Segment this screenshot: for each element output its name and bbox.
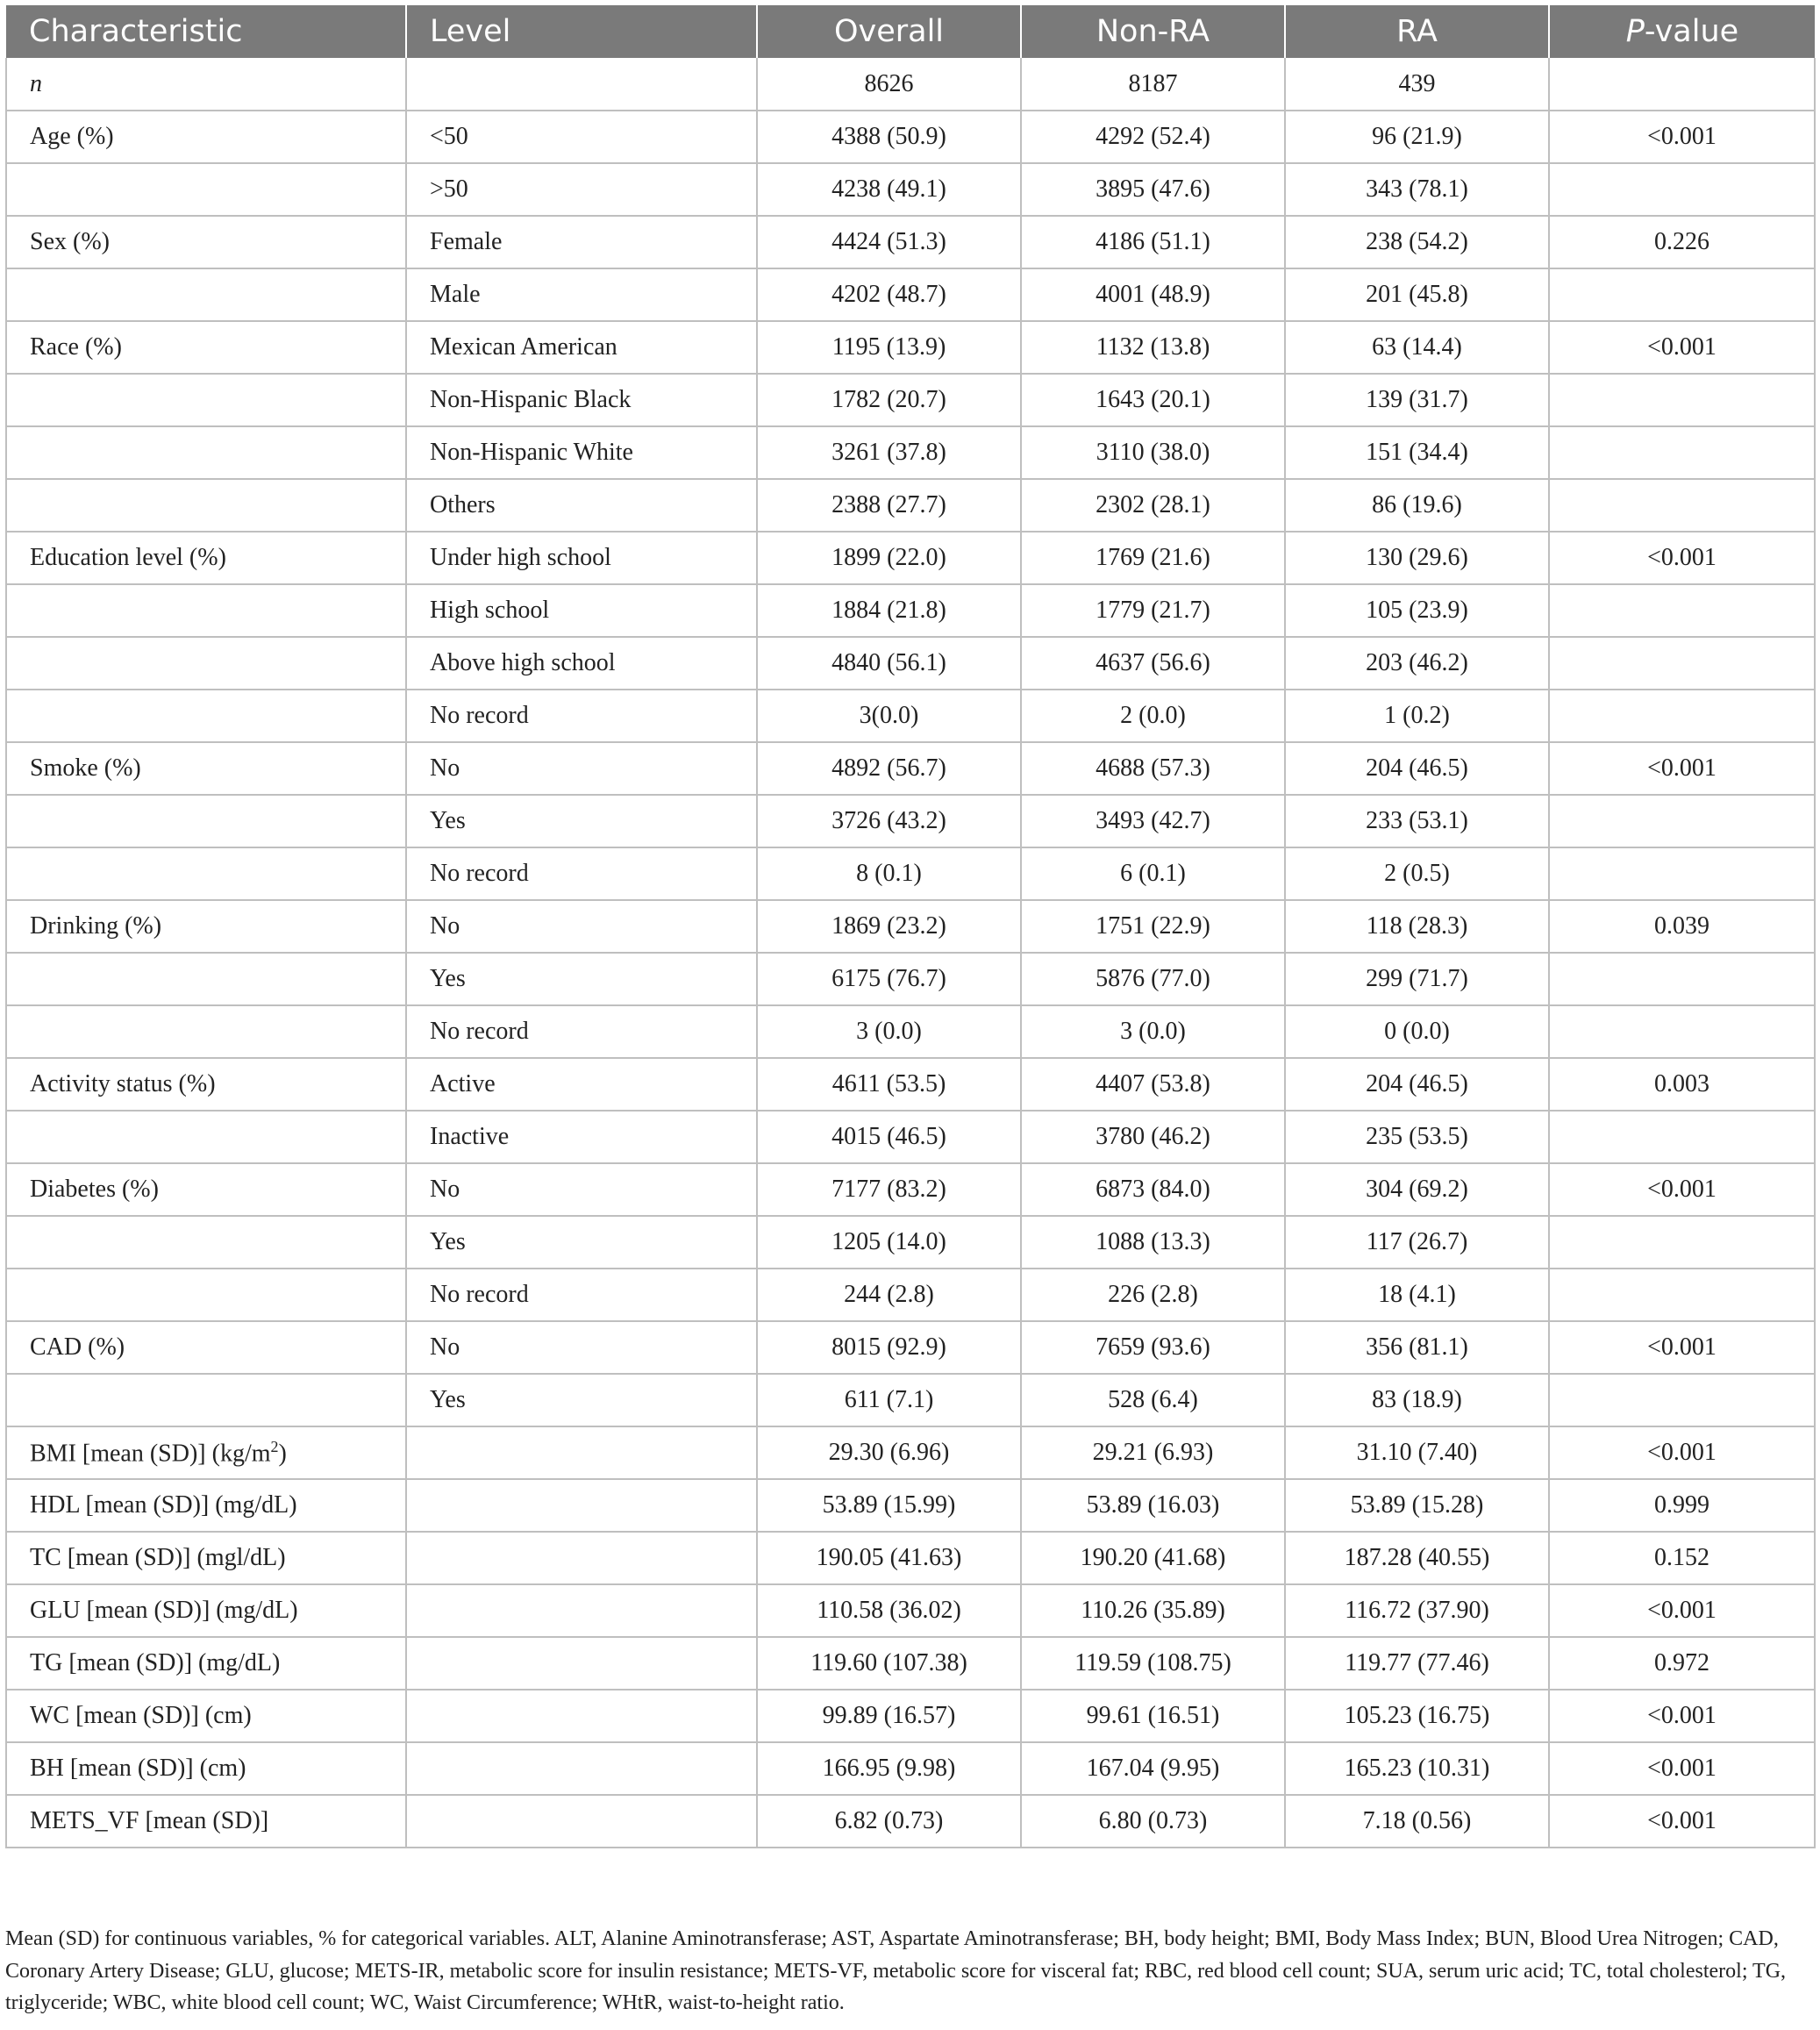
cell-characteristic: Sex (%) <box>6 216 406 268</box>
cell-level: Female <box>406 216 757 268</box>
cell-ra: 105.23 (16.75) <box>1285 1690 1549 1742</box>
cell-p-value: 0.039 <box>1549 900 1815 953</box>
cell-p-value: <0.001 <box>1549 1163 1815 1216</box>
cell-level: No <box>406 1321 757 1374</box>
table-row <box>6 1479 1815 1532</box>
table-row <box>6 268 1815 321</box>
cell-non-ra: 1769 (21.6) <box>1021 532 1285 584</box>
header-p-italic: P <box>1625 14 1645 49</box>
table-row <box>6 1321 1815 1374</box>
table-row <box>6 637 1815 690</box>
cell-ra: 1 (0.2) <box>1285 690 1549 742</box>
cell-non-ra: 190.20 (41.68) <box>1021 1532 1285 1584</box>
cell-p-value: 0.152 <box>1549 1532 1815 1584</box>
cell-p-value <box>1549 847 1815 900</box>
cell-overall: 190.05 (41.63) <box>757 1532 1021 1584</box>
cell-overall: 4238 (49.1) <box>757 163 1021 216</box>
cell-ra: 53.89 (15.28) <box>1285 1479 1549 1532</box>
cell-p-value <box>1549 58 1815 111</box>
cell-ra: 201 (45.8) <box>1285 268 1549 321</box>
cell-level <box>406 1795 757 1848</box>
cell-non-ra: 1643 (20.1) <box>1021 374 1285 426</box>
cell-ra: 83 (18.9) <box>1285 1374 1549 1426</box>
header-level: Level <box>406 5 757 58</box>
cell-p-value <box>1549 1374 1815 1426</box>
cell-overall: 1205 (14.0) <box>757 1216 1021 1269</box>
cell-p-value <box>1549 374 1815 426</box>
cell-overall: 99.89 (16.57) <box>757 1690 1021 1742</box>
cell-non-ra: 1088 (13.3) <box>1021 1216 1285 1269</box>
cell-ra: 304 (69.2) <box>1285 1163 1549 1216</box>
cell-overall: 4388 (50.9) <box>757 111 1021 163</box>
cell-ra: 96 (21.9) <box>1285 111 1549 163</box>
cell-p-value: <0.001 <box>1549 1584 1815 1637</box>
cell-ra: 86 (19.6) <box>1285 479 1549 532</box>
cell-ra: 118 (28.3) <box>1285 900 1549 953</box>
cell-overall: 8 (0.1) <box>757 847 1021 900</box>
header-row <box>6 5 1815 58</box>
table-row <box>6 374 1815 426</box>
cell-p-value: <0.001 <box>1549 1742 1815 1795</box>
cell-non-ra: 4292 (52.4) <box>1021 111 1285 163</box>
cell-p-value: <0.001 <box>1549 742 1815 795</box>
cell-non-ra: 167.04 (9.95) <box>1021 1742 1285 1795</box>
cell-ra: 116.72 (37.90) <box>1285 1584 1549 1637</box>
cell-non-ra: 4001 (48.9) <box>1021 268 1285 321</box>
table-row <box>6 953 1815 1005</box>
header-non-ra: Non-RA <box>1021 5 1285 58</box>
cell-overall: 1899 (22.0) <box>757 532 1021 584</box>
cell-p-value <box>1549 268 1815 321</box>
cell-characteristic: n <box>6 58 406 111</box>
characteristics-table <box>5 5 1816 1848</box>
cell-level <box>406 1584 757 1637</box>
cell-p-value: 0.972 <box>1549 1637 1815 1690</box>
cell-p-value: 0.003 <box>1549 1058 1815 1111</box>
cell-p-value <box>1549 953 1815 1005</box>
cell-p-value <box>1549 479 1815 532</box>
cell-overall: 6175 (76.7) <box>757 953 1021 1005</box>
cell-characteristic <box>6 1005 406 1058</box>
cell-level <box>406 1426 757 1479</box>
cell-ra: 139 (31.7) <box>1285 374 1549 426</box>
cell-characteristic: Education level (%) <box>6 532 406 584</box>
cell-p-value <box>1549 637 1815 690</box>
cell-characteristic: BH [mean (SD)] (cm) <box>6 1742 406 1795</box>
cell-p-value <box>1549 690 1815 742</box>
cell-level <box>406 1690 757 1742</box>
cell-p-value: <0.001 <box>1549 1426 1815 1479</box>
table-row <box>6 1216 1815 1269</box>
cell-level: Male <box>406 268 757 321</box>
cell-characteristic: Drinking (%) <box>6 900 406 953</box>
cell-non-ra: 3110 (38.0) <box>1021 426 1285 479</box>
cell-p-value <box>1549 1005 1815 1058</box>
table-row <box>6 584 1815 637</box>
cell-characteristic <box>6 426 406 479</box>
cell-ra: 117 (26.7) <box>1285 1216 1549 1269</box>
table-row <box>6 1690 1815 1742</box>
cell-non-ra: 4637 (56.6) <box>1021 637 1285 690</box>
cell-overall: 3 (0.0) <box>757 1005 1021 1058</box>
table-row <box>6 1163 1815 1216</box>
cell-ra: 0 (0.0) <box>1285 1005 1549 1058</box>
cell-level: Yes <box>406 953 757 1005</box>
cell-characteristic: TC [mean (SD)] (mgl/dL) <box>6 1532 406 1584</box>
cell-level: Yes <box>406 1216 757 1269</box>
cell-non-ra: 110.26 (35.89) <box>1021 1584 1285 1637</box>
cell-overall: 3(0.0) <box>757 690 1021 742</box>
cell-level: No record <box>406 690 757 742</box>
cell-non-ra: 1779 (21.7) <box>1021 584 1285 637</box>
cell-non-ra: 2 (0.0) <box>1021 690 1285 742</box>
cell-p-value <box>1549 163 1815 216</box>
header-p-suffix: -value <box>1644 14 1739 49</box>
header-p-value <box>1549 5 1815 58</box>
cell-ra: 151 (34.4) <box>1285 426 1549 479</box>
cell-ra: 31.10 (7.40) <box>1285 1426 1549 1479</box>
cell-non-ra: 29.21 (6.93) <box>1021 1426 1285 1479</box>
cell-level: >50 <box>406 163 757 216</box>
cell-p-value: <0.001 <box>1549 1690 1815 1742</box>
table-row <box>6 900 1815 953</box>
cell-overall: 3726 (43.2) <box>757 795 1021 847</box>
cell-characteristic: WC [mean (SD)] (cm) <box>6 1690 406 1742</box>
cell-characteristic: HDL [mean (SD)] (mg/dL) <box>6 1479 406 1532</box>
cell-overall: 4202 (48.7) <box>757 268 1021 321</box>
cell-level: Above high school <box>406 637 757 690</box>
cell-level: Active <box>406 1058 757 1111</box>
cell-non-ra: 3895 (47.6) <box>1021 163 1285 216</box>
cell-level: No <box>406 1163 757 1216</box>
cell-non-ra: 99.61 (16.51) <box>1021 1690 1285 1742</box>
cell-overall: 110.58 (36.02) <box>757 1584 1021 1637</box>
cell-non-ra: 6873 (84.0) <box>1021 1163 1285 1216</box>
cell-overall: 6.82 (0.73) <box>757 1795 1021 1848</box>
cell-p-value: <0.001 <box>1549 532 1815 584</box>
cell-level: Yes <box>406 795 757 847</box>
cell-overall: 8015 (92.9) <box>757 1321 1021 1374</box>
cell-level: No record <box>406 1005 757 1058</box>
cell-ra: 187.28 (40.55) <box>1285 1532 1549 1584</box>
cell-level: No record <box>406 847 757 900</box>
cell-p-value: 0.999 <box>1549 1479 1815 1532</box>
cell-non-ra: 4407 (53.8) <box>1021 1058 1285 1111</box>
cell-level: Inactive <box>406 1111 757 1163</box>
cell-level <box>406 1532 757 1584</box>
cell-non-ra: 4186 (51.1) <box>1021 216 1285 268</box>
cell-overall: 611 (7.1) <box>757 1374 1021 1426</box>
cell-p-value: <0.001 <box>1549 1795 1815 1848</box>
cell-p-value <box>1549 1111 1815 1163</box>
cell-non-ra: 1751 (22.9) <box>1021 900 1285 953</box>
cell-level: No record <box>406 1269 757 1321</box>
cell-overall: 4015 (46.5) <box>757 1111 1021 1163</box>
cell-ra: 63 (14.4) <box>1285 321 1549 374</box>
cell-characteristic: Diabetes (%) <box>6 1163 406 1216</box>
cell-characteristic <box>6 953 406 1005</box>
cell-overall: 1195 (13.9) <box>757 321 1021 374</box>
table-row <box>6 1795 1815 1848</box>
cell-characteristic: CAD (%) <box>6 1321 406 1374</box>
table-row <box>6 1584 1815 1637</box>
cell-ra: 343 (78.1) <box>1285 163 1549 216</box>
cell-level <box>406 1637 757 1690</box>
cell-ra: 235 (53.5) <box>1285 1111 1549 1163</box>
cell-overall: 4611 (53.5) <box>757 1058 1021 1111</box>
cell-overall: 7177 (83.2) <box>757 1163 1021 1216</box>
cell-level: Mexican American <box>406 321 757 374</box>
cell-ra: 119.77 (77.46) <box>1285 1637 1549 1690</box>
cell-overall: 29.30 (6.96) <box>757 1426 1021 1479</box>
table-row <box>6 58 1815 111</box>
cell-characteristic <box>6 1111 406 1163</box>
cell-characteristic <box>6 795 406 847</box>
header-ra: RA <box>1285 5 1549 58</box>
cell-characteristic <box>6 374 406 426</box>
table-row <box>6 742 1815 795</box>
cell-characteristic <box>6 637 406 690</box>
cell-characteristic: TG [mean (SD)] (mg/dL) <box>6 1637 406 1690</box>
table-row <box>6 1426 1815 1479</box>
cell-characteristic: Smoke (%) <box>6 742 406 795</box>
table-body <box>6 58 1815 1848</box>
cell-characteristic <box>6 584 406 637</box>
cell-ra: 233 (53.1) <box>1285 795 1549 847</box>
cell-ra: 18 (4.1) <box>1285 1269 1549 1321</box>
cell-non-ra: 2302 (28.1) <box>1021 479 1285 532</box>
table-row <box>6 111 1815 163</box>
table-row <box>6 847 1815 900</box>
cell-non-ra: 5876 (77.0) <box>1021 953 1285 1005</box>
cell-overall: 4424 (51.3) <box>757 216 1021 268</box>
cell-level: No <box>406 900 757 953</box>
cell-overall: 1884 (21.8) <box>757 584 1021 637</box>
cell-overall: 119.60 (107.38) <box>757 1637 1021 1690</box>
cell-level: Others <box>406 479 757 532</box>
cell-ra: 204 (46.5) <box>1285 1058 1549 1111</box>
cell-non-ra: 53.89 (16.03) <box>1021 1479 1285 1532</box>
cell-overall: 8626 <box>757 58 1021 111</box>
cell-characteristic <box>6 479 406 532</box>
cell-level: Yes <box>406 1374 757 1426</box>
cell-level: Non-Hispanic Black <box>406 374 757 426</box>
cell-ra: 238 (54.2) <box>1285 216 1549 268</box>
cell-non-ra: 3780 (46.2) <box>1021 1111 1285 1163</box>
table-footnote: Mean (SD) for continuous variables, % for categorical variables. ALT, Alanine Aminotransferase; AST, Aspartate Aminotransferase; BH, body height; BMI, Body Mass Index; BUN, Blood Urea Nitrogen; CAD, Coronary Artery Disease; GLU, glucose; METS-IR, metabolic score for insulin resistance; METS-VF, metabolic score for visceral fat; RBC, red blood cell count; SUA, serum uric acid; TC, total cholesterol; TG, triglyceride; WBC, white blood cell count; WC, Waist Circumference; WHtR, waist-to-height ratio. <box>5 1927 1787 2014</box>
cell-non-ra: 3493 (42.7) <box>1021 795 1285 847</box>
cell-non-ra: 119.59 (108.75) <box>1021 1637 1285 1690</box>
cell-level: <50 <box>406 111 757 163</box>
cell-non-ra: 226 (2.8) <box>1021 1269 1285 1321</box>
cell-level: High school <box>406 584 757 637</box>
table-row <box>6 1637 1815 1690</box>
cell-overall: 1869 (23.2) <box>757 900 1021 953</box>
cell-ra: 165.23 (10.31) <box>1285 1742 1549 1795</box>
cell-p-value <box>1549 426 1815 479</box>
table-row <box>6 216 1815 268</box>
cell-level: No <box>406 742 757 795</box>
cell-non-ra: 1132 (13.8) <box>1021 321 1285 374</box>
cell-ra: 2 (0.5) <box>1285 847 1549 900</box>
header-characteristic: Characteristic <box>6 5 406 58</box>
table-row <box>6 479 1815 532</box>
cell-p-value: 0.226 <box>1549 216 1815 268</box>
cell-characteristic: METS_VF [mean (SD)] <box>6 1795 406 1848</box>
cell-ra: 7.18 (0.56) <box>1285 1795 1549 1848</box>
cell-p-value <box>1549 1269 1815 1321</box>
characteristic-text: BMI [mean (SD)] (kg/m <box>30 1440 271 1468</box>
cell-non-ra: 528 (6.4) <box>1021 1374 1285 1426</box>
cell-characteristic: GLU [mean (SD)] (mg/dL) <box>6 1584 406 1637</box>
cell-overall: 4892 (56.7) <box>757 742 1021 795</box>
cell-ra: 439 <box>1285 58 1549 111</box>
cell-characteristic <box>6 163 406 216</box>
table-row <box>6 690 1815 742</box>
superscript: 2 <box>270 1437 279 1455</box>
cell-level <box>406 1479 757 1532</box>
cell-p-value <box>1549 584 1815 637</box>
cell-level: Under high school <box>406 532 757 584</box>
cell-overall: 244 (2.8) <box>757 1269 1021 1321</box>
cell-non-ra: 3 (0.0) <box>1021 1005 1285 1058</box>
cell-overall: 166.95 (9.98) <box>757 1742 1021 1795</box>
cell-characteristic <box>6 1216 406 1269</box>
table-row <box>6 1742 1815 1795</box>
table-row <box>6 532 1815 584</box>
table-row <box>6 1111 1815 1163</box>
cell-p-value <box>1549 795 1815 847</box>
cell-characteristic: Race (%) <box>6 321 406 374</box>
cell-overall: 53.89 (15.99) <box>757 1479 1021 1532</box>
cell-characteristic <box>6 268 406 321</box>
cell-characteristic <box>6 1374 406 1426</box>
cell-characteristic: Age (%) <box>6 111 406 163</box>
table-row <box>6 163 1815 216</box>
cell-level <box>406 1742 757 1795</box>
cell-overall: 1782 (20.7) <box>757 374 1021 426</box>
cell-non-ra: 6 (0.1) <box>1021 847 1285 900</box>
cell-ra: 105 (23.9) <box>1285 584 1549 637</box>
cell-ra: 130 (29.6) <box>1285 532 1549 584</box>
table-row <box>6 321 1815 374</box>
table-row <box>6 1269 1815 1321</box>
cell-characteristic <box>6 690 406 742</box>
table-row <box>6 1005 1815 1058</box>
cell-non-ra: 8187 <box>1021 58 1285 111</box>
cell-overall: 3261 (37.8) <box>757 426 1021 479</box>
cell-non-ra: 6.80 (0.73) <box>1021 1795 1285 1848</box>
table-row <box>6 795 1815 847</box>
table-row <box>6 1374 1815 1426</box>
cell-level: Non-Hispanic White <box>406 426 757 479</box>
header-overall: Overall <box>757 5 1021 58</box>
cell-overall: 2388 (27.7) <box>757 479 1021 532</box>
table-row <box>6 426 1815 479</box>
cell-p-value: <0.001 <box>1549 111 1815 163</box>
cell-characteristic <box>6 1426 406 1479</box>
cell-non-ra: 7659 (93.6) <box>1021 1321 1285 1374</box>
cell-characteristic: Activity status (%) <box>6 1058 406 1111</box>
cell-p-value: <0.001 <box>1549 321 1815 374</box>
characteristic-tail: ) <box>278 1440 287 1468</box>
cell-ra: 203 (46.2) <box>1285 637 1549 690</box>
cell-characteristic <box>6 1269 406 1321</box>
cell-ra: 204 (46.5) <box>1285 742 1549 795</box>
cell-p-value: <0.001 <box>1549 1321 1815 1374</box>
cell-overall: 4840 (56.1) <box>757 637 1021 690</box>
cell-ra: 299 (71.7) <box>1285 953 1549 1005</box>
table-row <box>6 1058 1815 1111</box>
cell-level <box>406 58 757 111</box>
cell-p-value <box>1549 1216 1815 1269</box>
cell-ra: 356 (81.1) <box>1285 1321 1549 1374</box>
table-container <box>5 5 1814 1848</box>
cell-characteristic <box>6 847 406 900</box>
table-row <box>6 1532 1815 1584</box>
cell-non-ra: 4688 (57.3) <box>1021 742 1285 795</box>
